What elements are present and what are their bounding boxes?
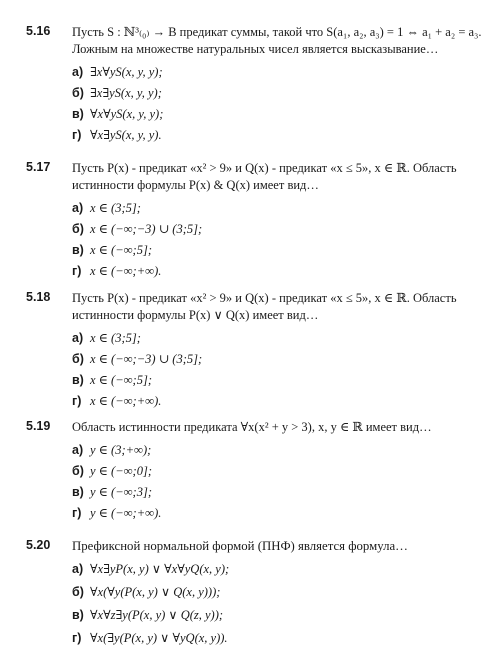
option-label: б) bbox=[72, 222, 84, 236]
answer-option[interactable] bbox=[72, 373, 486, 394]
option-formula: ∀x∃yP(x, y) ∨ ∀x∀yQ(x, y); bbox=[90, 562, 230, 576]
option-label: а) bbox=[72, 331, 84, 345]
answer-options bbox=[72, 331, 486, 415]
option-formula: x ∈ (−∞;5]; bbox=[90, 373, 152, 387]
stem-line: истинности формулы P(x) & Q(x) имеет вид… bbox=[72, 178, 319, 192]
problem-number: 5.17 bbox=[26, 160, 51, 174]
option-label: г) bbox=[72, 394, 82, 408]
problem-5-19 bbox=[26, 419, 486, 527]
stem-line: Префиксной нормальной формой (ПНФ) является формула… bbox=[72, 539, 408, 553]
stem-line: Пусть P(x) - предикат «x² > 9» и Q(x) - предикат «x ≤ 5», x ∈ ℝ. Область bbox=[72, 161, 457, 175]
stem-line: Пусть S : ℕ³₍₀₎ → B предикат суммы, такой что S(a₁, a₂, a₃) = 1 ⇔ a₁ + a₂ = a₃. bbox=[72, 25, 482, 39]
answer-option[interactable] bbox=[72, 443, 486, 464]
option-label: в) bbox=[72, 373, 84, 387]
answer-options bbox=[72, 562, 486, 654]
option-label: г) bbox=[72, 506, 82, 520]
stem-line: Ложным на множестве натуральных чисел является высказывание… bbox=[72, 42, 439, 56]
problem-5-18 bbox=[26, 290, 486, 415]
option-label: г) bbox=[72, 128, 82, 142]
stem-line: Пусть P(x) - предикат «x² > 9» и Q(x) - предикат «x ≤ 5», x ∈ ℝ. Область bbox=[72, 291, 457, 305]
stem-line: истинности формулы P(x) ∨ Q(x) имеет вид… bbox=[72, 308, 319, 322]
option-label: а) bbox=[72, 201, 84, 215]
option-label: б) bbox=[72, 352, 84, 366]
answer-options bbox=[72, 201, 486, 285]
problem-number: 5.18 bbox=[26, 290, 51, 304]
answer-options bbox=[72, 65, 486, 149]
answer-option[interactable] bbox=[72, 65, 486, 86]
option-formula: x ∈ (3;5]; bbox=[90, 201, 141, 215]
option-label: в) bbox=[72, 608, 84, 622]
problem-stem bbox=[72, 419, 486, 436]
option-label: б) bbox=[72, 464, 84, 478]
problem-5-16 bbox=[26, 24, 486, 149]
option-formula: ∃x∃yS(x, y, y); bbox=[90, 86, 162, 100]
answer-option[interactable] bbox=[72, 394, 486, 415]
answer-option[interactable] bbox=[72, 243, 486, 264]
answer-option[interactable] bbox=[72, 631, 486, 654]
answer-options bbox=[72, 443, 486, 527]
answer-option[interactable] bbox=[72, 562, 486, 585]
problem-5-20 bbox=[26, 538, 486, 654]
option-formula: y ∈ (3;+∞); bbox=[90, 443, 152, 457]
option-formula: ∀x(∃y(P(x, y) ∨ ∀yQ(x, y)). bbox=[90, 631, 228, 645]
answer-option[interactable] bbox=[72, 608, 486, 631]
option-label: г) bbox=[72, 264, 82, 278]
answer-option[interactable] bbox=[72, 352, 486, 373]
option-formula: ∀x∃yS(x, y, y). bbox=[90, 128, 162, 142]
problem-stem bbox=[72, 160, 486, 194]
answer-option[interactable] bbox=[72, 86, 486, 107]
option-formula: x ∈ (−∞;+∞). bbox=[90, 394, 162, 408]
stem-line: Область истинности предиката ∀x(x² + y > 3), x, y ∈ ℝ имеет вид… bbox=[72, 420, 432, 434]
option-label: г) bbox=[72, 631, 82, 645]
answer-option[interactable] bbox=[72, 201, 486, 222]
answer-option[interactable] bbox=[72, 331, 486, 352]
option-label: а) bbox=[72, 443, 84, 457]
option-formula: x ∈ (−∞;−3) ∪ (3;5]; bbox=[90, 222, 203, 236]
option-formula: x ∈ (−∞;+∞). bbox=[90, 264, 162, 278]
option-formula: ∀x∀z∃y(P(x, y) ∨ Q(z, y)); bbox=[90, 608, 224, 622]
problem-stem bbox=[72, 290, 486, 324]
option-formula: ∃x∀yS(x, y, y); bbox=[90, 65, 163, 79]
answer-option[interactable] bbox=[72, 264, 486, 285]
option-label: в) bbox=[72, 243, 84, 257]
option-formula: y ∈ (−∞;3]; bbox=[90, 485, 152, 499]
answer-option[interactable] bbox=[72, 485, 486, 506]
option-formula: ∀x∀yS(x, y, y); bbox=[90, 107, 164, 121]
option-formula: y ∈ (−∞;0]; bbox=[90, 464, 152, 478]
answer-option[interactable] bbox=[72, 222, 486, 243]
option-formula: x ∈ (−∞;−3) ∪ (3;5]; bbox=[90, 352, 203, 366]
problem-5-17 bbox=[26, 160, 486, 285]
answer-option[interactable] bbox=[72, 128, 486, 149]
option-label: б) bbox=[72, 86, 84, 100]
answer-option[interactable] bbox=[72, 107, 486, 128]
problem-stem bbox=[72, 24, 486, 58]
answer-option[interactable] bbox=[72, 506, 486, 527]
answer-option[interactable] bbox=[72, 464, 486, 485]
problem-stem bbox=[72, 538, 486, 555]
option-label: в) bbox=[72, 485, 84, 499]
option-label: б) bbox=[72, 585, 84, 599]
option-label: а) bbox=[72, 562, 84, 576]
option-label: а) bbox=[72, 65, 84, 79]
problem-number: 5.20 bbox=[26, 538, 51, 552]
option-label: в) bbox=[72, 107, 84, 121]
problem-number: 5.19 bbox=[26, 419, 51, 433]
option-formula: x ∈ (3;5]; bbox=[90, 331, 141, 345]
option-formula: y ∈ (−∞;+∞). bbox=[90, 506, 162, 520]
answer-option[interactable] bbox=[72, 585, 486, 608]
option-formula: ∀x(∀y(P(x, y) ∨ Q(x, y))); bbox=[90, 585, 221, 599]
problem-number: 5.16 bbox=[26, 24, 51, 38]
option-formula: x ∈ (−∞;5]; bbox=[90, 243, 152, 257]
